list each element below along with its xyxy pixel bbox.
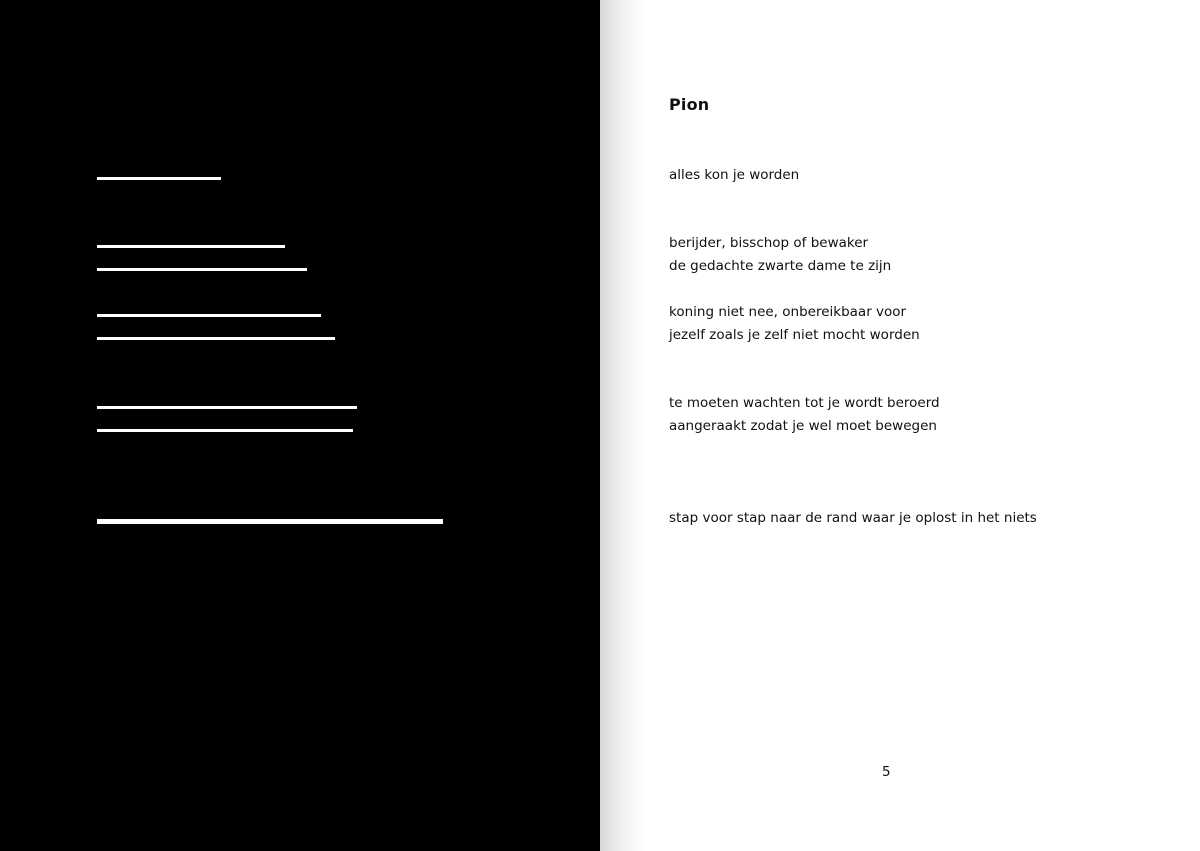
right-page: [600, 0, 1200, 851]
poem-title: Pion: [669, 95, 710, 114]
line-bar-3: [97, 268, 307, 271]
line-bar-5: [97, 337, 335, 340]
poem-line: stap voor stap naar de rand waar je oplost in het niets: [669, 510, 1037, 526]
line-bar-2: [97, 245, 285, 248]
poem-line: de gedachte zwarte dame te zijn: [669, 258, 892, 274]
line-bar-4: [97, 314, 321, 317]
page-number: 5: [882, 764, 891, 780]
poem-line: berijder, bisschop of bewaker: [669, 235, 869, 251]
poem-line: jezelf zoals je zelf niet mocht worden: [669, 327, 920, 343]
line-bar-8: [97, 519, 443, 524]
poem-line: alles kon je worden: [669, 167, 800, 183]
gutter-shadow: [600, 0, 646, 851]
line-bar-6: [97, 406, 357, 409]
poem-line: aangeraakt zodat je wel moet bewegen: [669, 418, 937, 434]
line-bar-1: [97, 177, 221, 180]
poem-line: koning niet nee, onbereikbaar voor: [669, 304, 907, 320]
line-bar-7: [97, 429, 353, 432]
poem-line: te moeten wachten tot je wordt beroerd: [669, 395, 940, 411]
